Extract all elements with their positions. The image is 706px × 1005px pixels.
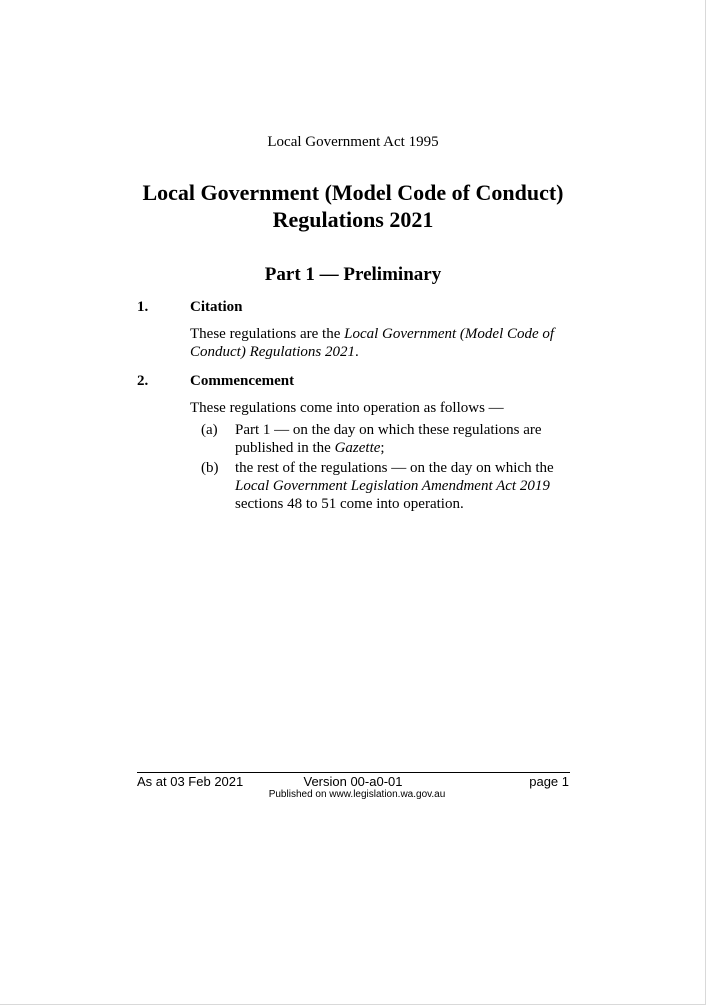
paragraph-b-label: (b) [201, 460, 219, 476]
paragraph-b-line-1: the rest of the regulations — on the day on which the [235, 460, 554, 476]
paragraph-a-line-2-end: ; [380, 440, 385, 456]
footer-rule [137, 772, 570, 773]
paragraph-b-line-3: sections 48 to 51 come into operation. [235, 496, 464, 512]
section-2-intro: These regulations come into operation as follows — [190, 400, 504, 416]
section-1-text-plain: These regulations are the [190, 326, 345, 342]
section-2-number: 2. [137, 373, 149, 389]
footer-as-at-date: As at 03 Feb 2021 [137, 774, 244, 789]
paragraph-b-act-name: Local Government Legislation Amendment Act 2019 [235, 478, 550, 494]
paragraph-a-line-2-plain: published in the [235, 440, 335, 456]
section-1-text-line-1 [190, 325, 560, 343]
paragraph-a-gazette: Gazette [334, 440, 381, 456]
section-1-number: 1. [137, 299, 149, 315]
footer-published-on: Published on www.legislation.wa.gov.au [268, 789, 446, 800]
regulation-title-line-2: Regulations 2021 [272, 207, 434, 232]
footer-page-number: page 1 [529, 774, 569, 789]
section-1-text-end: . [355, 344, 359, 360]
paragraph-a-text [235, 421, 565, 457]
section-1-text-line-2 [190, 343, 560, 361]
section-1-citation-name-part-2: Conduct) Regulations 2021 [190, 344, 355, 360]
paragraph-a-line-2 [235, 439, 565, 457]
section-2-heading: Commencement [190, 373, 295, 389]
regulation-title-line-1: Local Government (Model Code of Conduct) [142, 180, 564, 205]
section-1-citation-name-part-1: Local Government (Model Code of [344, 326, 555, 342]
section-1-text [190, 325, 560, 361]
paragraph-a-line-1: Part 1 — on the day on which these regulations are [235, 422, 542, 438]
footer-version: Version 00-a0-01 [303, 774, 403, 789]
regulation-title [0, 179, 706, 233]
paragraph-b-text [235, 459, 565, 513]
section-1-heading: Citation [190, 299, 243, 315]
part-heading: Part 1 — Preliminary [264, 264, 442, 285]
act-name: Local Government Act 1995 [267, 134, 439, 150]
paragraph-a-label: (a) [201, 422, 218, 438]
